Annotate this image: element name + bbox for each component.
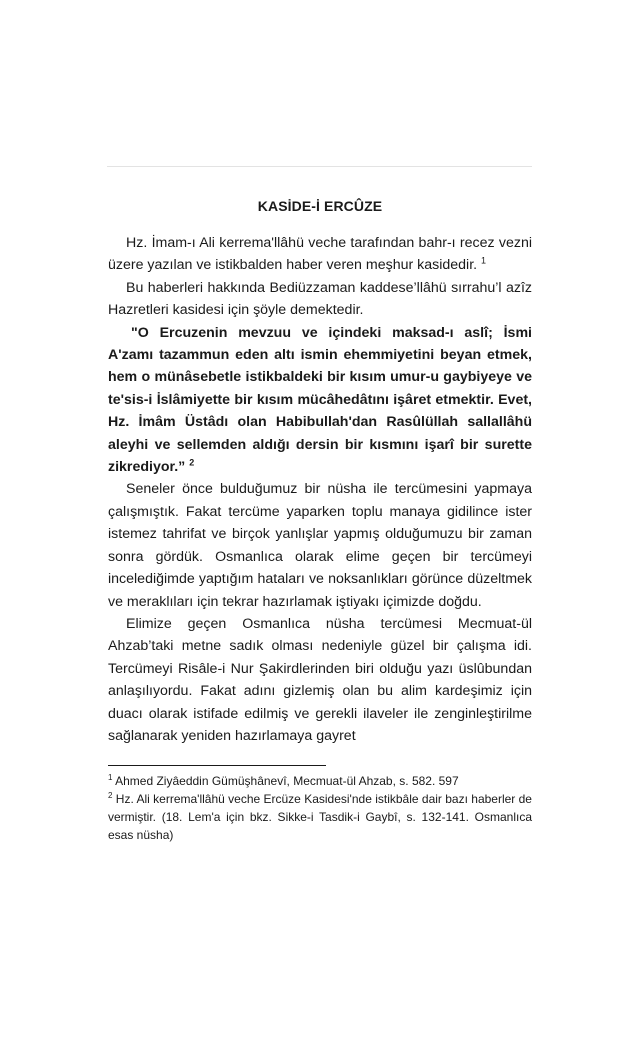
paragraph-ottoman-copy: Elimize geçen Osmanlıca nüsha tercümesi Mecmuat-ül Ahzab’taki metne sadık olması nedeniyle güzel bir çalışma idi. Tercümeyi Risâle-i Nur Şakirdlerinden biri olduğu yazı üslûbundan anlaşılıyordu. Fakat adını gizlemiş olan bu alim kardeşimiz için duacı olarak istifade edilmiş ve gerekli ilaveler ile zenginleştirilme sağlanarak yeniden hazırlamaya gayret xyxy=(108,615,532,744)
page-title: KASİDE-İ ERCÛZE xyxy=(257,198,383,214)
footnote-ref-1[interactable]: 1 xyxy=(481,255,487,266)
footnote-2-text: Hz. Ali kerrema'llâhü veche Ercüze Kasidesi'nde istikbâle dair bazı haberler de vermiştir. (18. Lem'a için bkz. Sikke-i Tasdik-i Gaybî, s. 132-141. Osmanlıca esas nüsha) xyxy=(108,792,532,843)
footnote-2-number: 2 xyxy=(108,791,113,801)
paragraph-quote xyxy=(108,322,532,479)
paragraph-quote-text: "O Ercuzenin mevzuu ve içindeki maksad-ı aslî; İsmi A'zamı tazammun eden altı ismin ehemmiyetini beyan etmek, hem o münâsebetle istikbaldeki bir kısım umur-u gaybiyeye ve te'sis-i İslâmiyette bir kısım mücâhedâtını işâret etmektir. Evet, Hz. İmâm Üstâdı olan Habibullah'dan Rasûlüllah sallallâhü aleyhi ve sellemden aldığı dersin bir kısmını işarî bir surette zikrediyor.” xyxy=(108,324,532,476)
footnote-1-number: 1 xyxy=(108,773,113,783)
paragraph-translation-history: Seneler önce bulduğumuz bir nüsha ile tercümesini yapmaya çalışmıştık. Fakat tercüme yaparken toplu manaya gidilince ister istemez tahrifat ve birçok yanlışlar yapmış olduğumuzu bir zaman sonra gördük. Osmanlıca olarak elime geçen bir tercümeyi incelediğimde yaptığım hataları ve noksanlıkları görünce düzeltmek ve meraklıları için tekrar hazırlamak iştiyakı içimizde doğdu. xyxy=(108,481,532,610)
footnote-ref-2[interactable]: 2 xyxy=(189,457,195,468)
footnote-2 xyxy=(108,790,532,844)
paragraph-bediuzzaman: Bu haberleri hakkında Bediüzzaman kaddese’llâhü sırrahu’l azîz Hazretleri kasidesi için şöyle demektedir. xyxy=(108,279,532,319)
footnote-divider xyxy=(108,765,326,766)
header-divider xyxy=(107,166,532,167)
paragraph-intro xyxy=(108,232,532,277)
footnote-1-text: Ahmed Ziyâeddin Gümüşhânevî, Mecmuat-ül Ahzab, s. 582. 597 xyxy=(115,774,459,789)
paragraph-intro-text: Hz. İmam-ı Ali kerrema'llâhü veche tarafından bahr-ı recez vezni üzere yazılan ve istikbalden haber veren meşhur kasidedir. xyxy=(108,235,532,274)
book-page xyxy=(108,196,532,844)
footnote-1 xyxy=(108,772,532,790)
